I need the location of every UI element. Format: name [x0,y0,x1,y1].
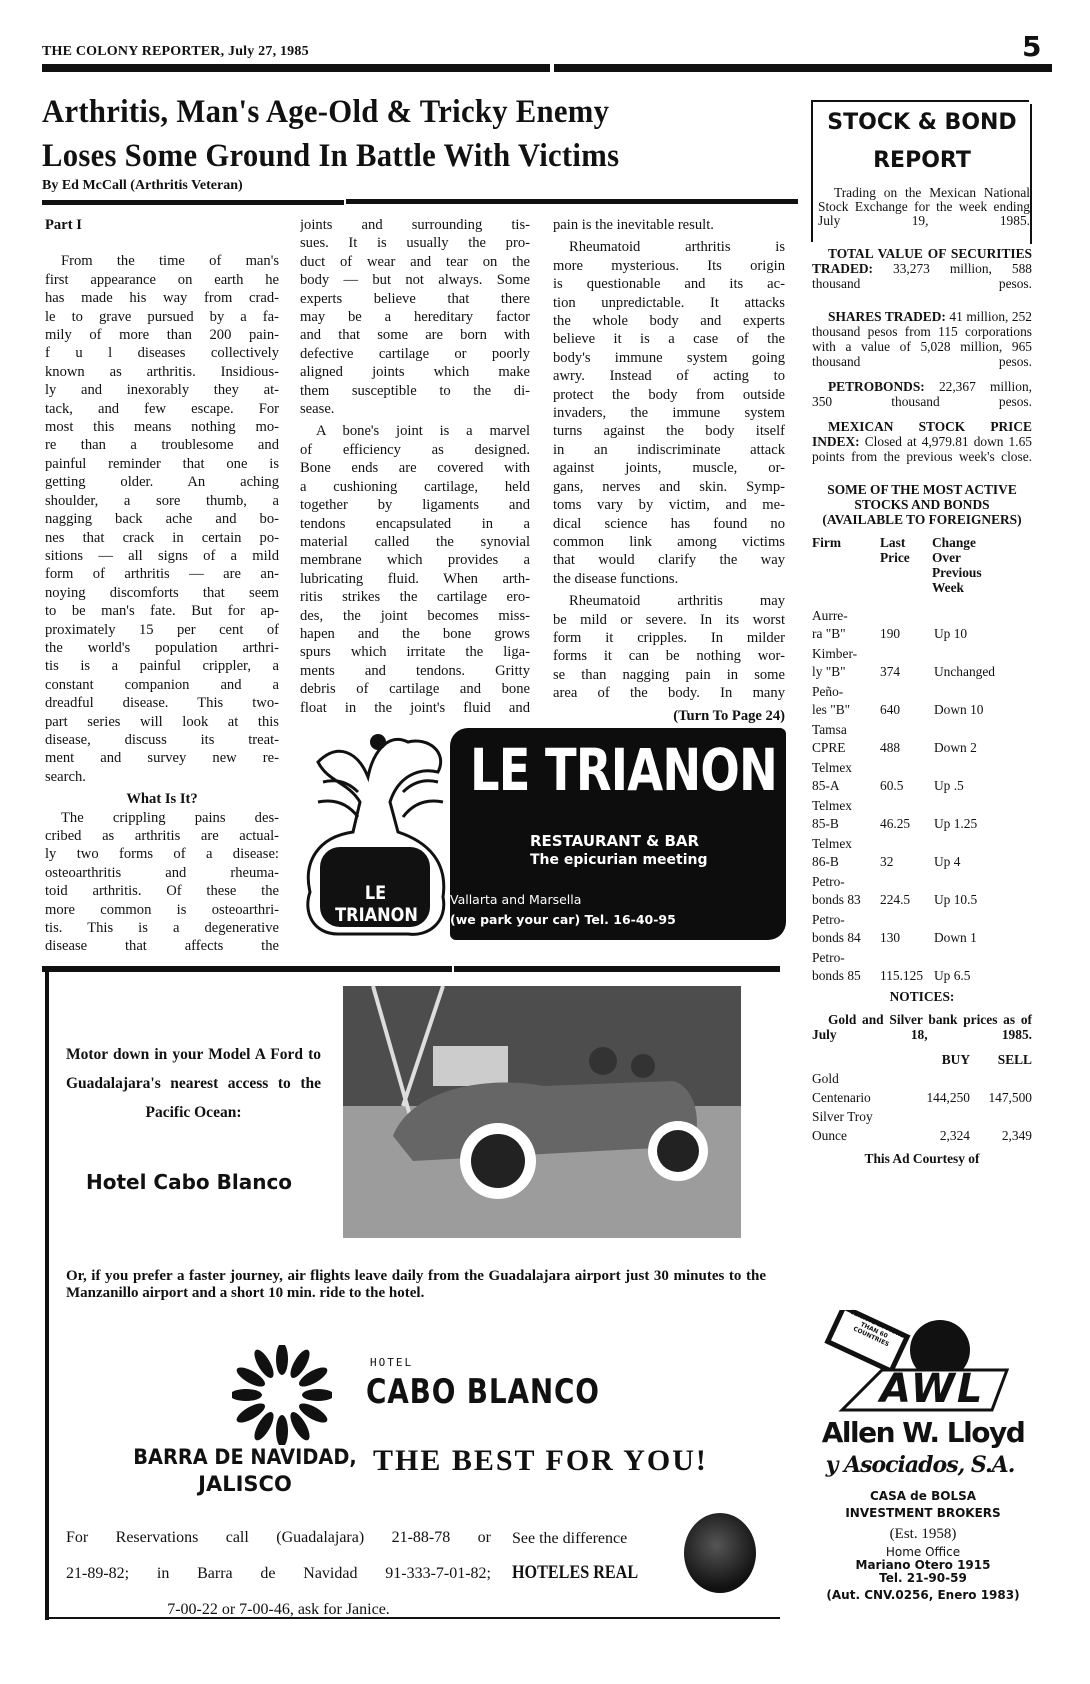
paragraph [553,238,785,588]
trianon-ad [450,728,786,940]
trianon-type: RESTAURANT & BAR [530,832,700,850]
report-title-2: REPORT [873,148,971,173]
petro-text: 22,367 million, 350 thousand pesos. [812,379,1032,409]
firm-name-line-2: CPRE [812,740,846,755]
table-row [812,873,1032,909]
row-values [812,966,1032,985]
text-line: disease, discuss its treat- [45,731,279,748]
report-box-top [812,100,1029,102]
last-price: 224.5 [880,892,911,907]
text-line: getting older. An aching [45,474,279,491]
text-line: believe it is a case of the [553,331,785,348]
row-values [812,662,1032,681]
text-line: tis is a painful crippler, a [45,658,279,675]
byline: By Ed McCall (Arthritis Veteran) [42,178,243,193]
text-line: part series will look at this [45,713,279,730]
table-row [812,797,1032,833]
awl-logo-letters: AWL [880,1366,985,1412]
row-values [812,852,1032,871]
table-header [812,535,1032,595]
price-change: Up 4 [934,854,961,869]
price-change: Up 1.25 [934,816,978,831]
total-value [812,246,1032,291]
text-line: sease. [300,401,335,418]
text-line: more mysterious. Its origin [553,257,785,274]
text-line: most this means nothing mo- [45,419,279,436]
awl-line-1: CASA de BOLSA [869,1489,977,1503]
stock-table [812,535,1032,985]
paragraph [300,422,530,717]
text-line: proximately 15 per cent of [45,621,279,638]
text-line: Bone ends are covered with [300,460,530,477]
report-intro: Trading on the Mexican National Stock Exchange for the week ending July 19, 1985. [818,185,1030,228]
firm-name-line-2: ly "B" [812,664,846,679]
text-line: gans, nerves and skin. Symp- [553,478,785,495]
car-photo [343,986,741,1238]
text-line: common link among victims [553,533,785,550]
text-line: disease that affects the [45,938,279,955]
text-line: the whole body and experts [553,313,785,330]
turn-to-page: (Turn To Page 24) [673,707,785,724]
last-price: 115.125 [880,968,924,983]
text-line: dreadful disease. This two- [45,695,279,712]
text-line: dical science has found no [553,515,785,532]
buy-price: 144,250 [926,1090,970,1105]
text-line: the world's population arthri- [45,639,279,656]
text-line: area of the body. In many [553,685,785,702]
text-line: body's immune system going [553,349,785,366]
price-change: Unchanged [934,664,995,679]
header-change: Change Over Previous Week [932,535,982,595]
table-row [812,645,1032,681]
text-line: cribed as arthritis are actual- [45,828,279,844]
firm-name-line-1: Aurre- [812,608,848,623]
page-number: 5 [1022,30,1042,63]
sell-price: 2,349 [1001,1128,1032,1143]
text-line: tis. This is a degenerative [45,920,279,937]
price-change: Down 10 [934,702,984,717]
active-heading: SOME OF THE MOST ACTIVE STOCKS AND BONDS (AVAILABLE TO FOREIGNERS) [822,482,1022,527]
firm-name-line-2: bonds 83 [812,892,861,907]
total-value-text: 33,273 million, 588 thousand pesos. [812,261,1032,291]
last-price: 60.5 [880,778,904,793]
text-line: toms vary by victim, and me- [553,497,785,514]
text-line: more common is osteoarthri- [45,901,279,918]
table-row [812,911,1032,947]
firm-name-line-2: 85-A [812,778,840,793]
total-value-label: TOTAL VALUE OF SECURITIES TRADED: [812,246,1032,276]
metal-name-line-1: Silver Troy [812,1109,873,1124]
article-headline [42,90,619,178]
text-line: ly and inexorably they at- [45,382,279,399]
table-row [812,683,1032,719]
text-line: The crippling pains des- [61,809,279,826]
metal-name-line-1: Gold [812,1071,839,1086]
text-line: forms it can be nothing wor- [553,648,785,665]
trianon-address: Vallarta and Marsella [450,892,582,907]
text-line: tack, and few escape. For [45,400,279,417]
text-line: material called the synovial [300,533,530,550]
text-line: se than nagging pain in some [553,666,785,683]
header-buy: BUY [941,1052,970,1067]
text-line: re than a troublesome and [45,437,279,454]
metal-row [812,1069,1032,1107]
text-line: spurs which irritate the liga- [300,644,530,661]
text-line: search. [45,768,86,785]
hoteles-real: HOTELES REAL [512,1562,639,1583]
last-price: 190 [880,626,901,641]
header-firm: Firm [812,535,841,550]
shares-text: 41 million, 252 thousand pesos from 115 corporations with a value of 5,028 million, 965 thousand pesos. [812,309,1032,369]
firm-name-line-1: Peño- [812,684,844,699]
text-line: body — but not always. Some [300,272,530,289]
text-line: that would clarify the way [553,552,785,569]
awl-office-2: Mariano Otero 1915 [855,1558,991,1572]
text-line: aligned joints which make [300,364,530,381]
see-difference: See the difference [512,1530,628,1547]
text-line: may be a hereditary factor [300,309,530,326]
text-line: known as arthritis. Insidious- [45,363,279,380]
model-a-ford-photo-icon [343,986,741,1238]
last-price: 32 [880,854,894,869]
firm-name-line-1: Telmex [812,798,852,813]
article-column-2 [300,216,530,721]
header-price: Last Price [880,535,910,565]
location-line-2: JALISCO [198,1472,292,1496]
awl-established: (Est. 1958) [889,1526,957,1542]
location [115,1444,375,1498]
paragraph [45,809,279,956]
text-line: constant companion and a [45,676,279,693]
ad-left-border [45,972,49,1620]
text-line: turns against the body itself [553,423,785,440]
ad-courtesy: This Ad Courtesy of [864,1151,980,1166]
row-values [812,928,1032,947]
firm-name-line-2: ra "B" [812,626,846,641]
article-column-1 [45,216,279,960]
firm-name-line-2: bonds 85 [812,968,861,983]
masthead-title: THE COLONY REPORTER, July 27, 1985 [42,44,309,59]
metal-values [812,1126,1032,1145]
masthead-rule [554,64,1052,72]
hoteles-real-globe-icon [684,1513,756,1593]
row-values [812,738,1032,757]
text-line: them susceptible to the di- [300,382,530,399]
byline-rule [346,199,798,204]
price-index [812,419,1032,464]
firm-name-line-2: 86-B [812,854,839,869]
logo-cabo-blanco: CABO BLANCO [366,1372,600,1412]
table-row [812,949,1032,985]
text-line: be mild or severe. In its worst [553,611,785,628]
text-line: hapen and the bone grows [300,625,530,642]
text-line: ly two forms of a disease: [45,846,279,863]
paragraph [300,216,530,418]
text-line: ritis strikes the cartilage ero- [300,589,530,606]
paragraph [553,216,785,234]
sun-logo-icon [232,1345,332,1445]
text-line: in an indiscriminate attack [553,441,785,458]
text-line: form of arthritis — are an- [45,566,279,583]
text-line: sues. It is usually the pro- [300,235,530,252]
metal-headers [812,1050,1032,1069]
text-line: des, the joint becomes miss- [300,607,530,624]
firm-name-line-2: les "B" [812,702,851,717]
text-line: pain is the inevitable result. [553,217,714,233]
shares-label: SHARES TRADED: [828,309,946,324]
text-line: ment and survey new re- [45,750,279,767]
petro-label: PETROBONDS: [828,379,925,394]
intro-text: Motor down in your Model A Ford to Guadalajara's nearest access to the Pacific Ocean: [66,1046,321,1121]
row-values [812,776,1032,795]
headline-line-1: Arthritis, Man's Age-Old & Tricky Enemy [42,94,610,130]
text-line: shoulder, a sore thumb, a [45,492,279,509]
metal-values [812,1088,1032,1107]
index-label: MEXICAN STOCK PRICE INDEX: [812,419,1032,449]
index-text: Closed at 4,979.81 down 1.65 points from the previous week's close. [812,434,1032,464]
last-price: 488 [880,740,901,755]
text-line: together by ligaments and [300,497,530,514]
table-row [812,607,1032,643]
trianon-emblem-text: LE TRIANON [335,882,418,926]
text-line: nes that crack in certain po- [45,529,279,546]
ad-top-rule [454,966,780,972]
text-line: awry. Instead of acting to [553,368,785,385]
paragraph [553,592,785,702]
ad-top-rule [42,966,452,972]
price-change: Up 10 [934,626,968,641]
row-values [812,890,1032,909]
text-line: duct of wear and tear on the [300,253,530,270]
text-line: From the time of man's [61,253,279,270]
awl-line-2: INVESTMENT BROKERS [845,1506,1001,1520]
text-line: sitions — all signs of a mild [45,547,279,564]
awl-company: Allen W. Lloyd [821,1416,1025,1449]
text-line: of efficiency as designed. [300,441,530,458]
firm-name-line-1: Petro- [812,874,845,889]
text-line: A bone's joint is a marvel [316,423,530,440]
slogan: THE BEST FOR YOU! [373,1444,708,1477]
shares-traded [812,309,1032,369]
text-line: against joints, muscle, or- [553,460,785,477]
text-line: the disease functions. [553,570,679,587]
metal-name-line-2: Centenario [812,1090,871,1105]
byline-rule [42,200,344,205]
last-price: 640 [880,702,901,717]
text-line: a cushioning cartilage, held [300,478,530,495]
price-change: Up .5 [934,778,964,793]
reservations-line-1: For Reservations call (Guadalajara) 21-88-78 or [66,1529,491,1546]
row-values [812,814,1032,833]
text-line: has made his way from crad- [45,290,279,307]
masthead-rule [42,64,550,72]
report-title-1: STOCK & BOND [827,110,1017,135]
article-column-3 [553,216,785,725]
awl-office-1: Home Office [885,1545,961,1559]
trianon-emblem [298,722,458,944]
text-line: first appearance on earth he [45,271,279,288]
trianon-contact: (we park your car) Tel. 16-40-95 [450,912,676,927]
price-change: Down 1 [934,930,977,945]
text-line: is questionable and its ac- [553,276,785,293]
text-line: protect the body from outside [553,386,785,403]
firm-name-line-1: Telmex [812,836,852,851]
notices-heading: NOTICES: [889,989,955,1004]
row-values [812,624,1032,643]
text-line: Rheumatoid arthritis is [569,239,785,256]
text-line: mily of more than 200 pain- [45,327,279,344]
petrobonds [812,379,1032,409]
awl-logo-tag: CLIENTS IN MORE THAN 60 COUNTRIES [848,1308,906,1349]
trianon-tagline: The epicurian meeting [530,852,708,868]
awl-authorization: (Aut. CNV.0256, Enero 1983) [826,1588,1020,1602]
text-line: osteoarthritis and rheuma- [45,864,279,881]
metal-row [812,1107,1032,1145]
firm-name-line-1: Petro- [812,950,845,965]
awl-phone: Tel. 21-90-59 [879,1571,967,1585]
firm-name-line-1: Tamsa [812,722,847,737]
last-price: 374 [880,664,901,679]
text-line: float in the joint's fluid and [300,699,530,716]
header-sell: SELL [997,1052,1032,1067]
text-line: f u l diseases collectively [45,345,279,362]
trianon-name: LE TRIANON [470,736,778,804]
text-line: and that some are born with [300,327,530,344]
text-line: form it cripples. In milder [553,629,785,646]
row-values [812,700,1032,719]
text-line: defective cartilage or poorly [300,345,530,362]
table-row [812,835,1032,871]
text-line: to be man's fate. But for ap- [45,603,279,620]
notices-text: Gold and Silver bank prices as of July 18, 1985. [812,1012,1032,1042]
firm-name-line-2: 85-B [812,816,839,831]
awl-logo [822,1310,1022,1420]
price-change: Up 6.5 [934,968,971,983]
text-line: noying discomforts that seem [45,584,279,601]
text-line: invaders, the immune system [553,405,785,422]
table-row [812,721,1032,757]
table-row [812,759,1032,795]
reservations [66,1520,491,1628]
text-line: le to grave pursued by a fa- [45,308,279,325]
text-line: joints and surrounding tis- [300,217,530,233]
awl-details [812,1488,1034,1605]
firm-name-line-1: Petro- [812,912,845,927]
firm-name-line-1: Kimber- [812,646,858,661]
paragraph [45,252,279,786]
location-line-1: BARRA DE NAVIDAD, [133,1445,357,1469]
reservations-line-2: 21-89-82; in Barra de Navidad 91-333-7-01-82; [66,1565,491,1582]
subhead: What Is It? [126,791,198,808]
sell-price: 147,500 [988,1090,1032,1105]
firm-name-line-1: Telmex [812,760,852,775]
last-price: 130 [880,930,901,945]
text-line: tion unpredictable. It attacks [553,294,785,311]
text-line: painful reminder that one is [45,455,279,472]
awl-company-sub: y Asociados, S.A. [825,1452,1015,1478]
text-line: debris of cartilage and bone [300,681,530,698]
logo-hotel-label: HOTEL [370,1356,414,1369]
buy-price: 2,324 [939,1128,970,1143]
reservations-line-3: 7-00-22 or 7-00-46, ask for Janice. [167,1601,390,1618]
text-line: membrane which provides a [300,552,530,569]
hotel-name: Hotel Cabo Blanco [86,1170,293,1194]
text-line: experts believe that there [300,290,530,307]
firm-name-line-2: bonds 84 [812,930,861,945]
text-line: nagging back ache and bo- [45,511,279,528]
text-line: Rheumatoid arthritis may [569,593,785,610]
flights-text: Or, if you prefer a faster journey, air flights leave daily from the Guadalajara airport just 30 minutes to the Manzanillo airport and a short 10 min. ride to the hotel. [66,1268,766,1301]
metal-name-line-2: Ounce [812,1128,847,1143]
last-price: 46.25 [880,816,911,831]
part-label: Part I [45,217,82,233]
stock-bond-report [812,104,1032,1166]
price-change: Down 2 [934,740,977,755]
price-change: Up 10.5 [934,892,978,907]
text-line: tendons encapsulated in a [300,515,530,532]
headline-line-2: Loses Some Ground In Battle With Victims [42,138,620,174]
text-line: lubricating fluid. When arth- [300,570,530,587]
text-line: toid arthritis. Of these the [45,883,279,900]
text-line: ments and tendons. Gritty [300,662,530,679]
